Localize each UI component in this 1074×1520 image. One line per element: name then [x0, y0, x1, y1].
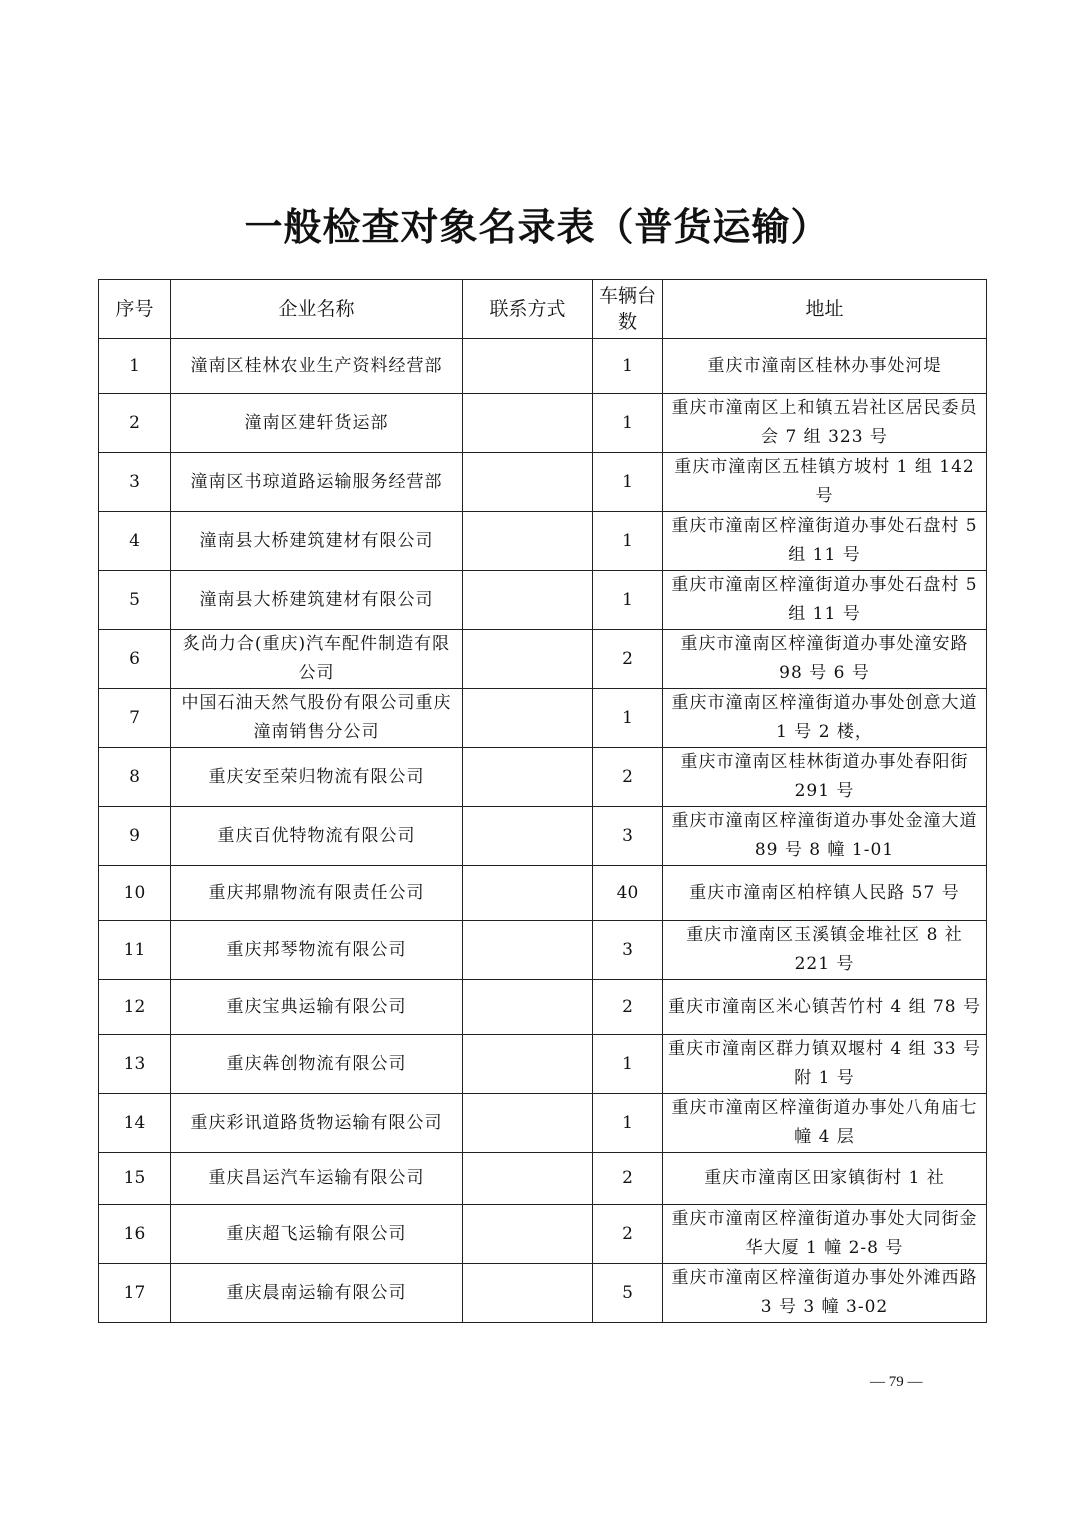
cell-company-name: 重庆宝典运输有限公司	[171, 980, 463, 1035]
inspection-list-table	[98, 279, 987, 1323]
header-no: 序号	[99, 280, 171, 339]
cell-address: 重庆市潼南区梓潼街道办事处外滩西路 3 号 3 幢 3-02	[663, 1264, 987, 1323]
cell-address: 重庆市潼南区上和镇五岩社区居民委员会 7 组 323 号	[663, 394, 987, 453]
table-row	[99, 689, 987, 748]
cell-address: 重庆市潼南区桂林街道办事处春阳街 291 号	[663, 748, 987, 807]
cell-company-name: 潼南区建轩货运部	[171, 394, 463, 453]
cell-company-name: 重庆超飞运输有限公司	[171, 1205, 463, 1264]
cell-vehicles: 2	[593, 1153, 663, 1205]
cell-no: 9	[99, 807, 171, 866]
cell-no: 3	[99, 453, 171, 512]
table-row	[99, 453, 987, 512]
cell-company-name: 潼南县大桥建筑建材有限公司	[171, 512, 463, 571]
cell-contact	[463, 453, 593, 512]
page-number: — 79 —	[870, 1374, 923, 1390]
cell-address: 重庆市潼南区梓潼街道办事处石盘村 5 组 11 号	[663, 571, 987, 630]
cell-no: 5	[99, 571, 171, 630]
table-row	[99, 630, 987, 689]
cell-vehicles: 2	[593, 748, 663, 807]
table-row	[99, 748, 987, 807]
header-address: 地址	[663, 280, 987, 339]
cell-contact	[463, 571, 593, 630]
table-row	[99, 1094, 987, 1153]
cell-company-name: 潼南县大桥建筑建材有限公司	[171, 571, 463, 630]
cell-address: 重庆市潼南区桂林办事处河堤	[663, 339, 987, 394]
cell-contact	[463, 339, 593, 394]
cell-vehicles: 3	[593, 921, 663, 980]
cell-contact	[463, 394, 593, 453]
cell-address: 重庆市潼南区米心镇苦竹村 4 组 78 号	[663, 980, 987, 1035]
table-row	[99, 1264, 987, 1323]
cell-vehicles: 2	[593, 630, 663, 689]
cell-company-name: 重庆邦琴物流有限公司	[171, 921, 463, 980]
cell-contact	[463, 1153, 593, 1205]
table-row	[99, 866, 987, 921]
table-row	[99, 394, 987, 453]
cell-address: 重庆市潼南区梓潼街道办事处石盘村 5 组 11 号	[663, 512, 987, 571]
table-row	[99, 921, 987, 980]
cell-no: 8	[99, 748, 171, 807]
cell-vehicles: 5	[593, 1264, 663, 1323]
cell-contact	[463, 1094, 593, 1153]
cell-vehicles: 1	[593, 1094, 663, 1153]
table-row	[99, 980, 987, 1035]
cell-vehicles: 1	[593, 453, 663, 512]
cell-contact	[463, 689, 593, 748]
cell-contact	[463, 866, 593, 921]
cell-address: 重庆市潼南区梓潼街道办事处八角庙七幢 4 层	[663, 1094, 987, 1153]
cell-address: 重庆市潼南区梓潼街道办事处金潼大道 89 号 8 幢 1-01	[663, 807, 987, 866]
cell-company-name: 重庆安至荣归物流有限公司	[171, 748, 463, 807]
cell-address: 重庆市潼南区柏梓镇人民路 57 号	[663, 866, 987, 921]
cell-no: 1	[99, 339, 171, 394]
table-row	[99, 1205, 987, 1264]
cell-address: 重庆市潼南区梓潼街道办事处大同街金华大厦 1 幢 2-8 号	[663, 1205, 987, 1264]
cell-no: 7	[99, 689, 171, 748]
cell-no: 6	[99, 630, 171, 689]
cell-address: 重庆市潼南区群力镇双堰村 4 组 33 号附 1 号	[663, 1035, 987, 1094]
cell-contact	[463, 512, 593, 571]
cell-contact	[463, 630, 593, 689]
cell-contact	[463, 748, 593, 807]
cell-vehicles: 1	[593, 1035, 663, 1094]
cell-address: 重庆市潼南区田家镇街村 1 社	[663, 1153, 987, 1205]
table-row	[99, 807, 987, 866]
cell-no: 16	[99, 1205, 171, 1264]
cell-vehicles: 1	[593, 394, 663, 453]
cell-no: 4	[99, 512, 171, 571]
table-row	[99, 1153, 987, 1205]
cell-vehicles: 2	[593, 1205, 663, 1264]
table-row	[99, 339, 987, 394]
cell-company-name: 潼南区桂林农业生产资料经营部	[171, 339, 463, 394]
document-title: 一般检查对象名录表（普货运输）	[244, 204, 830, 249]
cell-address: 重庆市潼南区梓潼街道办事处创意大道 1 号 2 楼，	[663, 689, 987, 748]
cell-contact	[463, 921, 593, 980]
cell-company-name: 重庆晨南运输有限公司	[171, 1264, 463, 1323]
cell-vehicles: 1	[593, 512, 663, 571]
header-company: 企业名称	[171, 280, 463, 339]
cell-contact	[463, 980, 593, 1035]
cell-no: 2	[99, 394, 171, 453]
cell-no: 14	[99, 1094, 171, 1153]
cell-address: 重庆市潼南区梓潼街道办事处潼安路 98 号 6 号	[663, 630, 987, 689]
cell-no: 10	[99, 866, 171, 921]
table-row	[99, 571, 987, 630]
cell-no: 12	[99, 980, 171, 1035]
table-header-row	[99, 280, 987, 339]
cell-company-name: 重庆昌运汽车运输有限公司	[171, 1153, 463, 1205]
cell-contact	[463, 807, 593, 866]
cell-contact	[463, 1205, 593, 1264]
cell-company-name: 重庆百优特物流有限公司	[171, 807, 463, 866]
cell-contact	[463, 1264, 593, 1323]
cell-vehicles: 40	[593, 866, 663, 921]
cell-company-name: 潼南区书琼道路运输服务经营部	[171, 453, 463, 512]
cell-no: 15	[99, 1153, 171, 1205]
header-contact: 联系方式	[463, 280, 593, 339]
cell-vehicles: 1	[593, 339, 663, 394]
cell-no: 11	[99, 921, 171, 980]
table-row	[99, 1035, 987, 1094]
cell-vehicles: 3	[593, 807, 663, 866]
cell-address: 重庆市潼南区五桂镇方坡村 1 组 142 号	[663, 453, 987, 512]
cell-vehicles: 1	[593, 689, 663, 748]
cell-company-name: 重庆邦鼎物流有限责任公司	[171, 866, 463, 921]
cell-no: 17	[99, 1264, 171, 1323]
cell-company-name: 重庆犇创物流有限公司	[171, 1035, 463, 1094]
cell-no: 13	[99, 1035, 171, 1094]
header-vehicles: 车辆台数	[593, 280, 663, 339]
cell-company-name: 炙尚力合(重庆)汽车配件制造有限公司	[171, 630, 463, 689]
cell-company-name: 中国石油天然气股份有限公司重庆潼南销售分公司	[171, 689, 463, 748]
table-row	[99, 512, 987, 571]
cell-vehicles: 2	[593, 980, 663, 1035]
cell-contact	[463, 1035, 593, 1094]
cell-address: 重庆市潼南区玉溪镇金堆社区 8 社 221 号	[663, 921, 987, 980]
cell-company-name: 重庆彩讯道路货物运输有限公司	[171, 1094, 463, 1153]
cell-vehicles: 1	[593, 571, 663, 630]
